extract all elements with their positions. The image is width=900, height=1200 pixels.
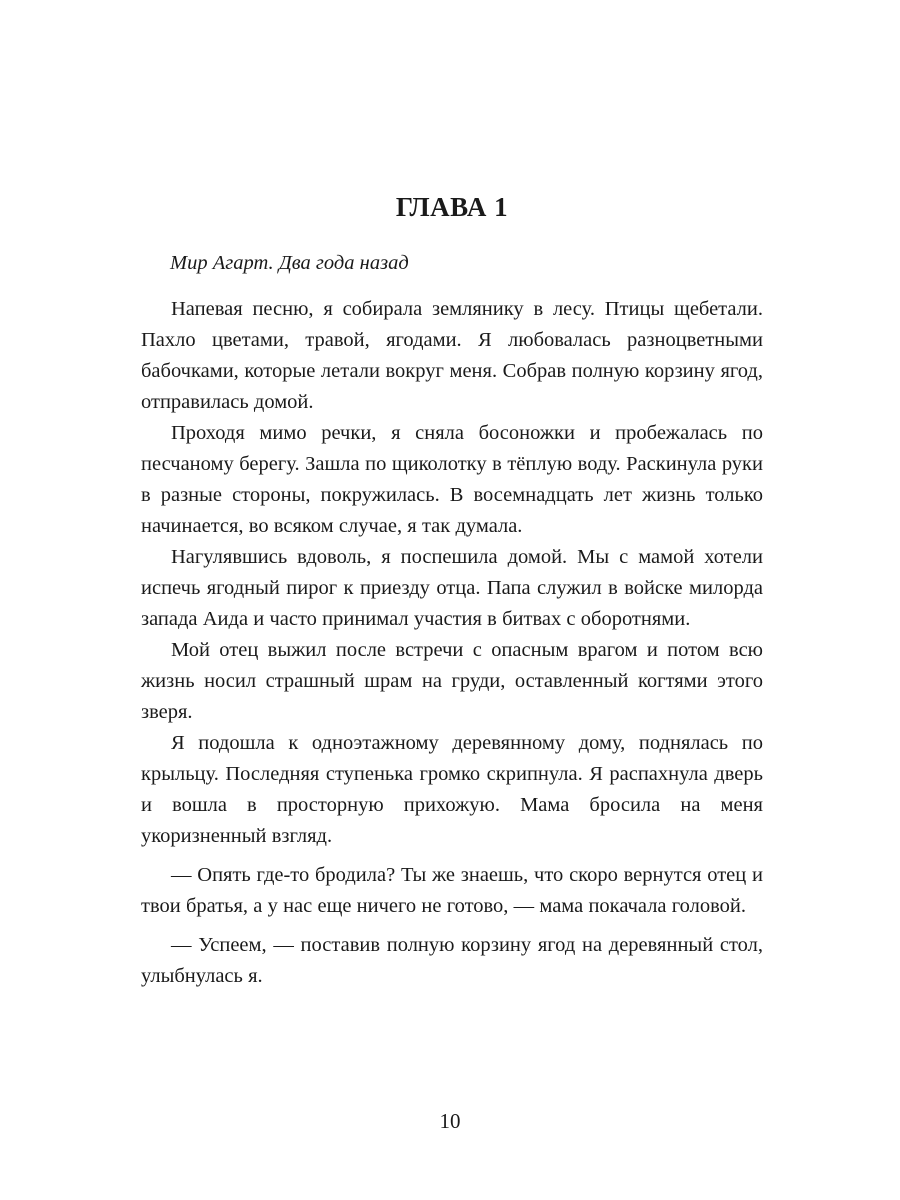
paragraph: Проходя мимо речки, я сняла босоножки и пробежалась по песчаному берегу. Зашла по щиколотку в тёплую воду. Раскинула руки в разные стороны, покружилась. В восемнадцать лет жизнь только начинается, во всяком случае, я так думала. <box>141 422 763 537</box>
paragraph: — Опять где-то бродила? Ты же знаешь, что скоро вернутся отец и твои братья, а у нас еще ничего не готово, — мама покачала головой. <box>141 864 763 917</box>
chapter-heading: ГЛАВА 1 <box>395 192 509 222</box>
page-text-block <box>141 190 763 992</box>
paragraph: Мой отец выжил после встречи с опасным врагом и потом всю жизнь носил страшный шрам на груди, оставленный когтями этого зверя. <box>141 639 763 723</box>
body-text <box>141 294 763 992</box>
paragraph: Нагулявшись вдоволь, я поспешила домой. Мы с мамой хотели испечь ягодный пирог к приезду отца. Папа служил в войске милорда запада Аида и часто принимал участия в битвах с оборотнями. <box>141 546 763 630</box>
scene-subtitle: Мир Агарт. Два года назад <box>170 252 409 274</box>
paragraph: Я подошла к одноэтажному деревянному дому, поднялась по крыльцу. Последняя ступенька громко скрипнула. Я распахнула дверь и вошла в просторную прихожую. Мама бросила на меня укоризненный взгляд. <box>141 732 763 847</box>
paragraph: — Успеем, — поставив полную корзину ягод на деревянный стол, улыбнулась я. <box>141 934 763 987</box>
page-number: 10 <box>439 1109 461 1133</box>
paragraph: Напевая песню, я собирала землянику в лесу. Птицы щебетали. Пахло цветами, травой, ягодами. Я любовалась разноцветными бабочками, которые летали вокруг меня. Собрав полную корзину ягод, отправилась домой. <box>141 298 763 413</box>
